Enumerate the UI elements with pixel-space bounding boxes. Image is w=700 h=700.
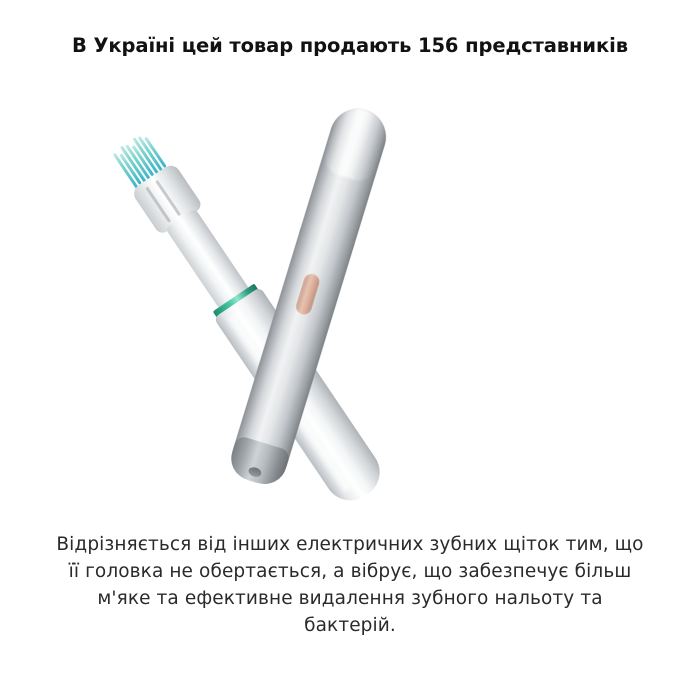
product-image xyxy=(0,80,700,510)
product-description: Відрізняється від інших електричних зубних щіток тим, що її головка не обертається, а вібрує, що забезпечує більш м'яке та ефективне видалення зубного нальоту та бактерій. xyxy=(56,534,644,636)
page-title: В Україні цей товар продають 156 представників xyxy=(72,34,628,57)
